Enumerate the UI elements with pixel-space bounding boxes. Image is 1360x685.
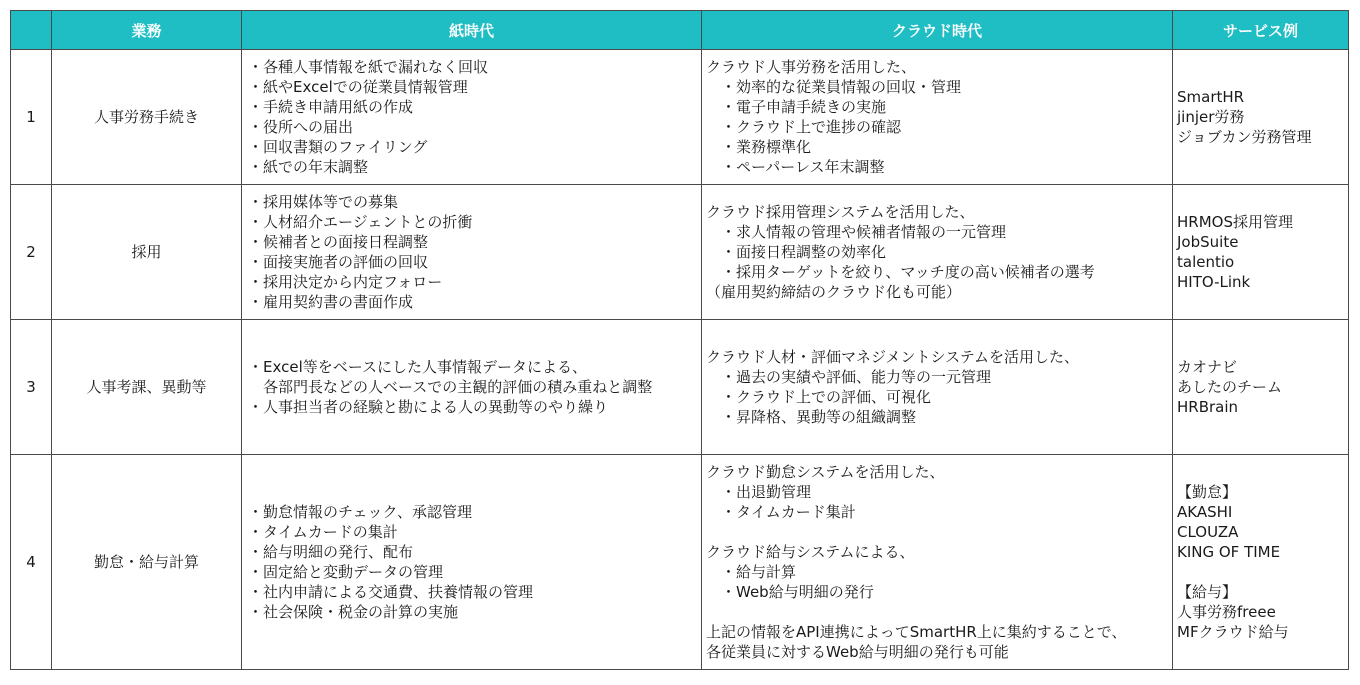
paper-line: ・回収書類のファイリング [248, 138, 428, 156]
service-item: MFクラウド給与 [1177, 623, 1289, 641]
service-item: 【給与】 [1177, 583, 1238, 601]
paper-line: ・各種人事情報を紙で漏れなく回収 [248, 58, 489, 76]
paper-line: ・勤怠情報のチェック、承認管理 [248, 503, 472, 521]
paper-line: ・役所への届出 [248, 118, 354, 136]
cloud-line: 各従業員に対するWeb給与明細の発行も可能 [706, 643, 1009, 661]
paper-era-cell [242, 455, 702, 670]
cloud-line: ・昇降格、異動等の組織調整 [706, 408, 917, 426]
service-examples-cell [1173, 320, 1349, 455]
paper-era-cell [242, 185, 702, 320]
service-item-spacer [1177, 562, 1348, 582]
cloud-line: ・クラウド上で進捗の確認 [706, 118, 902, 136]
service-item: jinjer労務 [1177, 108, 1245, 126]
cloud-line-spacer [706, 522, 1172, 542]
paper-line: ・候補者との面接日程調整 [248, 233, 429, 251]
service-examples-cell [1173, 455, 1349, 670]
paper-line: ・紙やExcelでの従業員情報管理 [248, 78, 468, 96]
paper-line: ・人事担当者の経験と勘による人の異動等のやり繰り [248, 398, 609, 416]
task-name: 勤怠・給与計算 [52, 455, 242, 670]
cloud-line: ・面接日程調整の効率化 [706, 243, 887, 261]
service-item: HRBrain [1177, 398, 1239, 416]
header-row [11, 11, 1349, 50]
row-number: 4 [11, 455, 52, 670]
cloud-line: クラウド人事労務を活用した、 [706, 58, 917, 76]
cloud-line: ・出退勤管理 [706, 483, 812, 501]
service-item: カオナビ [1177, 358, 1238, 376]
cloud-era-cell [702, 185, 1173, 320]
service-examples-cell [1173, 50, 1349, 185]
row-number: 1 [11, 50, 52, 185]
service-item: KING OF TIME [1177, 543, 1281, 561]
paper-line: ・給与明細の発行、配布 [248, 543, 414, 561]
header-task: 業務 [52, 11, 242, 50]
service-item: 人事労務freee [1177, 603, 1276, 621]
cloud-line: ・業務標準化 [706, 138, 812, 156]
cloud-line: ・効率的な従業員情報の回収・管理 [706, 78, 962, 96]
paper-line: ・雇用契約書の書面作成 [248, 293, 414, 311]
service-item: AKASHI [1177, 503, 1233, 521]
cloud-line: クラウド給与システムによる、 [706, 543, 915, 561]
table-row [11, 320, 1349, 455]
service-item: HITO-Link [1177, 273, 1251, 291]
service-item: あしたのチーム [1177, 378, 1283, 396]
row-number: 3 [11, 320, 52, 455]
cloud-line: クラウド人材・評価マネジメントシステムを活用した、 [706, 348, 1080, 366]
cloud-line: 上記の情報をAPI連携によってSmartHR上に集約することで、 [706, 623, 1127, 641]
cloud-era-cell [702, 320, 1173, 455]
paper-line: ・固定給と変動データの管理 [248, 563, 444, 581]
cloud-line: ・電子申請手続きの実施 [706, 98, 887, 116]
paper-line: ・社会保険・税金の計算の実施 [248, 603, 459, 621]
cloud-era-cell [702, 50, 1173, 185]
paper-line: ・タイムカードの集計 [248, 523, 398, 541]
service-item: 【勤怠】 [1177, 483, 1238, 501]
paper-line: ・採用媒体等での募集 [248, 193, 399, 211]
paper-line: ・紙での年末調整 [248, 158, 369, 176]
cloud-line: ・採用ターゲットを絞り、マッチ度の高い候補者の選考 [706, 263, 1095, 281]
paper-line: ・手続き申請用紙の作成 [248, 98, 414, 116]
cloud-line: ・ペーパーレス年末調整 [706, 158, 885, 176]
cloud-line-spacer [706, 602, 1172, 622]
cloud-line: ・Web給与明細の発行 [706, 583, 874, 601]
cloud-line: ・求人情報の管理や候補者情報の一元管理 [706, 223, 1007, 241]
header-number [11, 11, 52, 50]
table-row [11, 185, 1349, 320]
cloud-line: クラウド勤怠システムを活用した、 [706, 463, 945, 481]
task-name: 人事考課、異動等 [52, 320, 242, 455]
task-name: 採用 [52, 185, 242, 320]
service-examples-cell [1173, 185, 1349, 320]
cloud-line: ・クラウド上での評価、可視化 [706, 388, 932, 406]
paper-line: ・社内申請による交通費、扶養情報の管理 [248, 583, 534, 601]
task-name: 人事労務手続き [52, 50, 242, 185]
cloud-line: ・給与計算 [706, 563, 797, 581]
cloud-line: ・過去の実績や評価、能力等の一元管理 [706, 368, 992, 386]
service-item: CLOUZA [1177, 523, 1239, 541]
table-row [11, 50, 1349, 185]
service-item: ジョブカン労務管理 [1177, 128, 1312, 146]
paper-era-cell [242, 320, 702, 455]
paper-era-cell [242, 50, 702, 185]
service-item: talentio [1177, 253, 1235, 271]
header-paper-era: 紙時代 [242, 11, 702, 50]
table-row [11, 455, 1349, 670]
header-cloud-era: クラウド時代 [702, 11, 1173, 50]
paper-line: ・採用決定から内定フォロー [248, 273, 443, 291]
cloud-era-cell [702, 455, 1173, 670]
paper-line: ・面接実施者の評価の回収 [248, 253, 429, 271]
header-service-examples: サービス例 [1173, 11, 1349, 50]
paper-line: 各部門長などの人ベースでの主観的評価の積み重ねと調整 [248, 378, 653, 396]
service-item: SmartHR [1177, 88, 1245, 106]
cloud-line: ・タイムカード集計 [706, 503, 856, 521]
cloud-line: クラウド採用管理システムを活用した、 [706, 203, 975, 221]
paper-line: ・人材紹介エージェントとの折衝 [248, 213, 473, 231]
comparison-table [10, 10, 1349, 670]
service-item: JobSuite [1177, 233, 1239, 251]
service-item: HRMOS採用管理 [1177, 213, 1293, 231]
row-number: 2 [11, 185, 52, 320]
paper-line: ・Excel等をベースにした人事情報データによる、 [248, 358, 587, 376]
cloud-line: （雇用契約締結のクラウド化も可能） [706, 283, 962, 301]
